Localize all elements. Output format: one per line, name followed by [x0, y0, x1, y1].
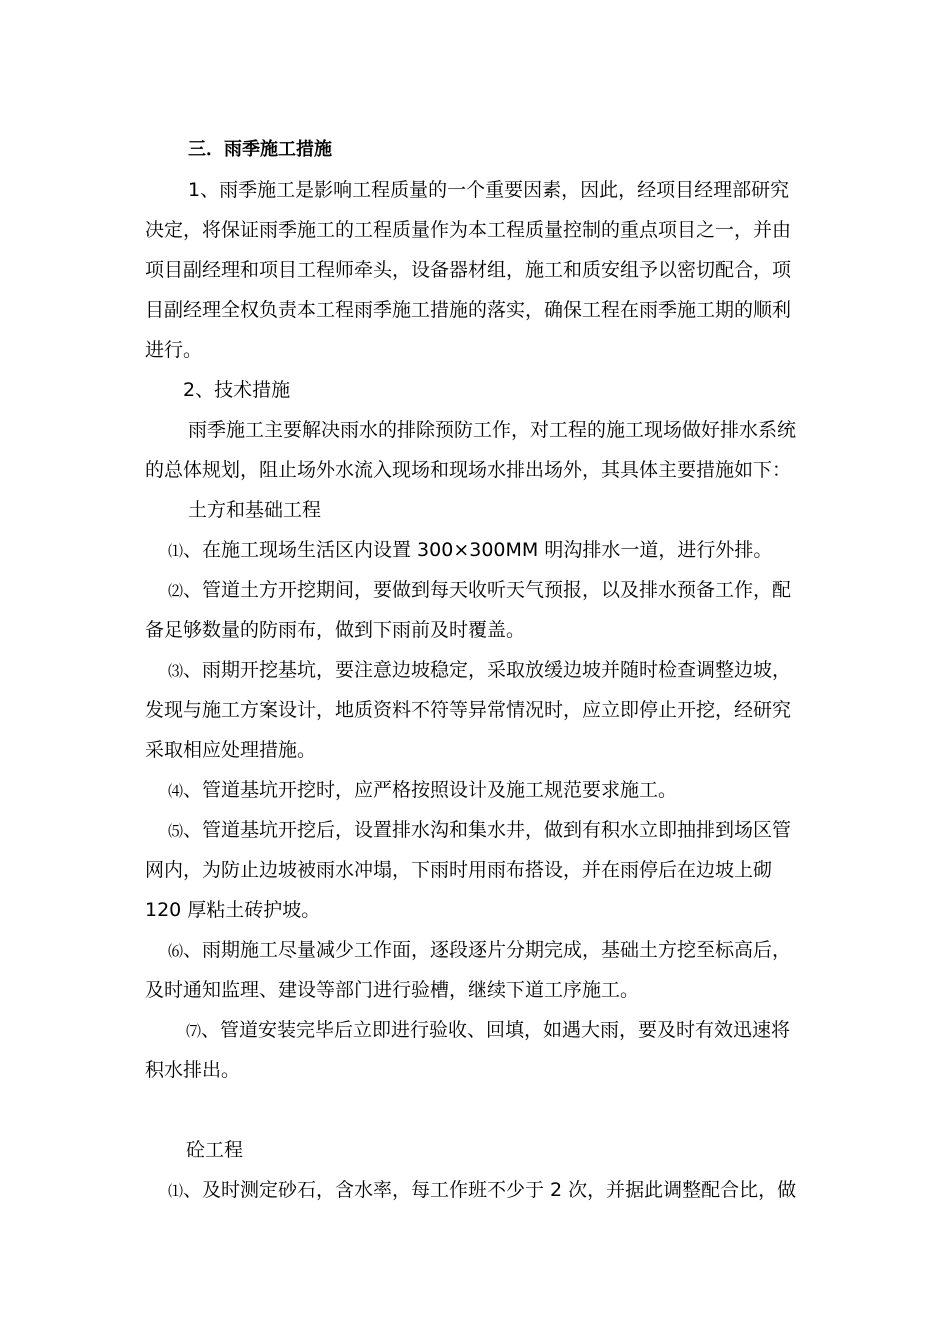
item-text: 、管道土方开挖期间，要做到每天收听天气预报，以及排水预备工作，配	[183, 579, 792, 601]
item-text: 、雨期开挖基坑，要注意边坡稳定，采取放缓边坡并随时检查调整边坡，	[183, 659, 792, 681]
item-text: 、管道安装完毕后立即进行验收、回填，如遇大雨，要及时有效迅速将	[201, 1019, 791, 1041]
list-item-line	[168, 818, 833, 843]
list-item-line: 发现与施工方案设计，地质资料不符等异常情况时，应立即停止开挖，经研究	[145, 699, 792, 721]
item-text: 、管道基坑开挖后，设置排水沟和集水井，做到有积水立即抽排到场区管	[183, 819, 792, 841]
item-number: ⑴	[168, 1182, 184, 1200]
item-number: ⑸	[168, 822, 184, 840]
list-item-line	[168, 538, 833, 563]
list-item-line	[168, 778, 833, 803]
item-number: ⑵	[168, 582, 184, 600]
paragraph-line: 决定，将保证雨季施工的工程质量作为本工程质量控制的重点项目之一，并由	[145, 219, 792, 241]
paragraph-line: 项目副经理和项目工程师牵头，设备器材组，施工和质安组予以密切配合，项	[145, 259, 792, 281]
item-text: 、管道基坑开挖时，应严格按照设计及施工规范要求施工。	[183, 779, 678, 801]
paragraph-line: 1、雨季施工是影响工程质量的一个重要因素，因此，经项目经理部研究	[188, 179, 790, 201]
list-item-line: 120 厚粘土砖护坡。	[145, 899, 321, 921]
paragraph-line: 目副经理全权负责本工程雨季施工措施的落实，确保工程在雨季施工期的顺利	[145, 299, 792, 321]
item-number: ⑷	[168, 782, 184, 800]
paragraph-line: 进行。	[145, 339, 203, 361]
list-item-line: 及时通知监理、建设等部门进行验槽，继续下道工序施工。	[145, 979, 640, 1001]
list-item-line: 网内，为防止边坡被雨水冲塌，下雨时用雨布搭设，并在雨停后在边坡上砌	[145, 859, 773, 881]
list-item-line	[168, 578, 833, 603]
item-number: ⑴	[168, 542, 184, 560]
list-item-line: 备足够数量的防雨布，做到下雨前及时覆盖。	[145, 619, 526, 641]
list-item-line: 采取相应处理措施。	[145, 739, 317, 761]
list-item-line	[168, 938, 833, 963]
section-heading: 三．雨季施工措施	[188, 139, 332, 160]
list-item-line	[186, 1018, 851, 1043]
item-text: 、在施工现场生活区内设置 300×300MM 明沟排水一道，进行外排。	[183, 539, 773, 561]
paragraph-line: 雨季施工主要解决雨水的排除预防工作，对工程的施工现场做好排水系统	[188, 419, 797, 441]
item-number: ⑹	[168, 942, 184, 960]
paragraph-line: 的总体规划，阻止场外水流入现场和现场水排出场外，其具体主要措施如下：	[145, 459, 792, 481]
subsection-title: 土方和基础工程	[188, 499, 322, 521]
item-number: ⑺	[186, 1022, 202, 1040]
list-item-line	[168, 1178, 833, 1203]
list-item-line	[168, 658, 833, 683]
subsection-title: 2、技术措施	[183, 379, 291, 401]
subsection-title: 砼工程	[186, 1139, 244, 1161]
item-text: 、雨期施工尽量减少工作面，逐段逐片分期完成，基础土方挖至标高后，	[183, 939, 792, 961]
list-item-line: 积水排出。	[145, 1059, 241, 1081]
item-text: 、及时测定砂石，含水率，每工作班不少于 2 次，并据此调整配合比，做	[183, 1179, 797, 1201]
item-number: ⑶	[168, 662, 184, 680]
